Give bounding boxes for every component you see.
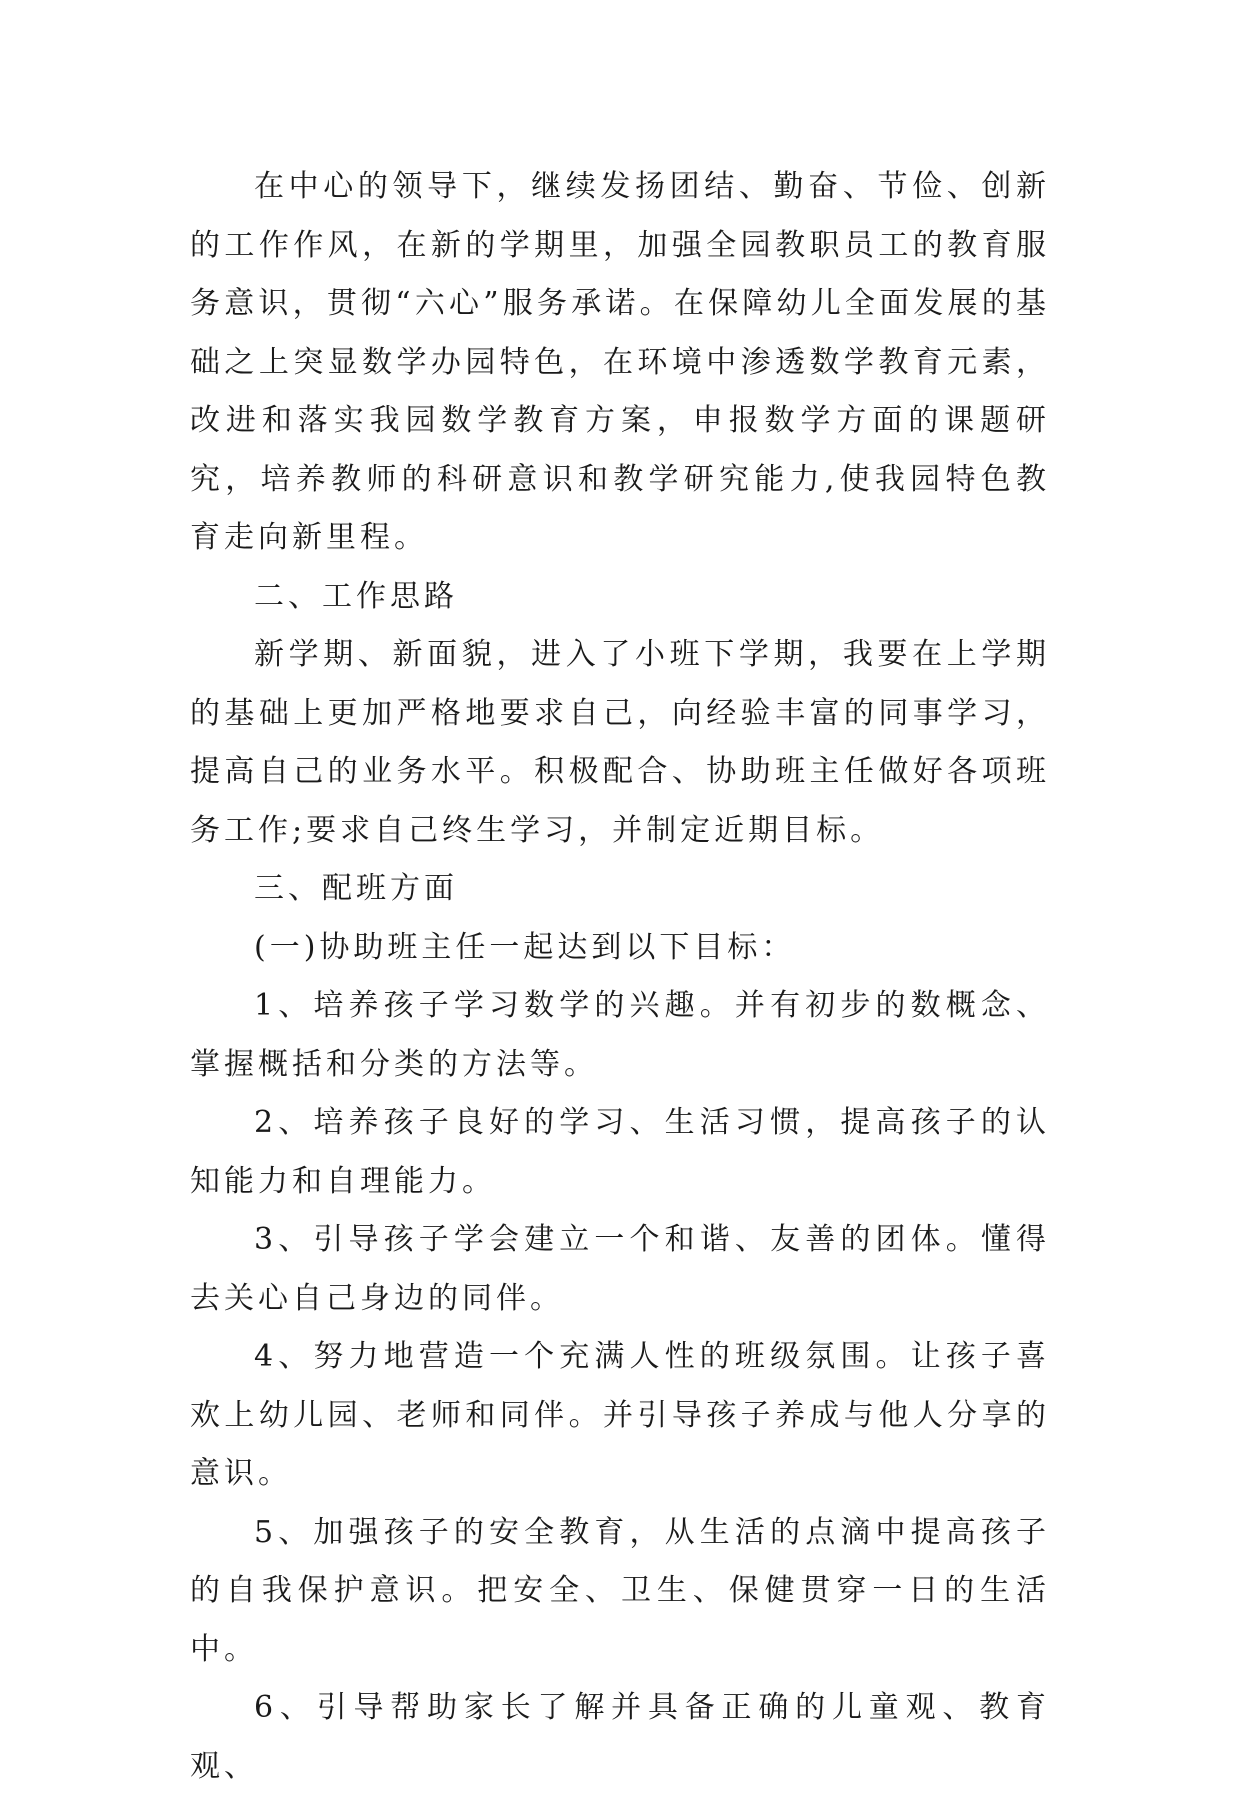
work-ideas-paragraph: 新学期、新面貌，进入了小班下学期，我要在上学期的基础上更加严格地要求自己，向经验丰富的同事学习，提高自己的业务水平。积极配合、协助班主任做好各项班务工作;要求自己终生学习，并制定近期目标。 [190, 637, 1050, 848]
section-heading-class-assist: 三、配班方面 [254, 871, 458, 906]
goal-item-2: 2、培养孩子良好的学习、生活习惯，提高孩子的认知能力和自理能力。 [190, 1105, 1050, 1199]
goal-item-6: 6、引导帮助家长了解并具备正确的儿童观、教育观、 [190, 1690, 1050, 1784]
document-body [190, 158, 1050, 1796]
goal-item-1: 1、培养孩子学习数学的兴趣。并有初步的数概念、掌握概括和分类的方法等。 [190, 988, 1050, 1082]
goal-item-3: 3、引导孩子学会建立一个和谐、友善的团体。懂得去关心自己身边的同伴。 [190, 1222, 1050, 1316]
section-heading-work-ideas: 二、工作思路 [254, 578, 458, 614]
goal-item-5: 5、加强孩子的安全教育，从生活的点滴中提高孩子的自我保护意识。把安全、卫生、保健贯穿一日的生活中。 [190, 1514, 1050, 1667]
intro-paragraph: 在中心的领导下，继续发扬团结、勤奋、节俭、创新的工作作风，在新的学期里，加强全园教职员工的教育服务意识，贯彻“六心”服务承诺。在保障幼儿全面发展的基础之上突显数学办园特色，在环境中渗透数学教育元素，改进和落实我园数学教育方案，申报数学方面的课题研究，培养教师的科研意识和教学研究能力,使我园特色教育走向新里程。 [190, 169, 1050, 555]
goal-item-4: 4、努力地营造一个充满人性的班级氛围。让孩子喜欢上幼儿园、老师和同伴。并引导孩子养成与他人分享的意识。 [190, 1339, 1050, 1491]
subsection-heading-goals: (一)协助班主任一起达到以下目标： [254, 929, 796, 965]
